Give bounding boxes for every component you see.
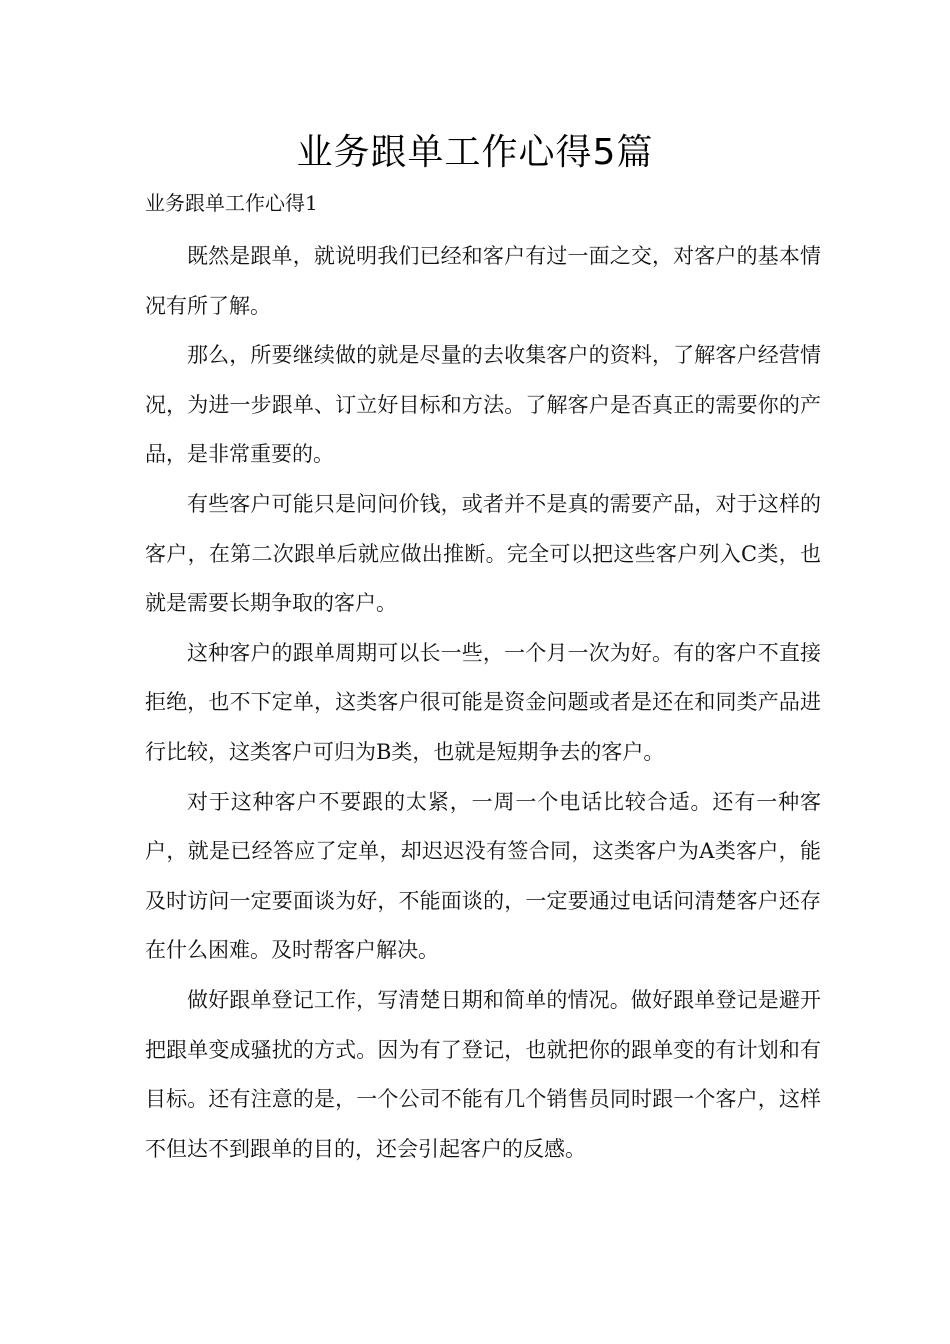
paragraph: 对于这种客户不要跟的太紧，一周一个电话比较合适。还有一种客户，就是已经答应了定单，却迟迟没有签合同，这类客户为A类客户，能及时访问一定要面谈为好，不能面谈的，一定要通过电话问清楚客户还存在什么困难。及时帮客户解决。: [145, 789, 821, 963]
paragraph: 既然是跟单，就说明我们已经和客户有过一面之交，对客户的基本情况有所了解。: [145, 244, 821, 318]
paragraph: 做好跟单登记工作，写清楚日期和简单的情况。做好跟单登记是避开把跟单变成骚扰的方式。因为有了登记，也就把你的跟单变的有计划和有目标。还有注意的是，一个公司不能有几个销售员同时跟一个客户，这样不但达不到跟单的目的，还会引起客户的反感。: [145, 987, 821, 1161]
paragraph: 这种客户的跟单周期可以长一些，一个月一次为好。有的客户不直接拒绝，也不下定单，这类客户很可能是资金问题或者是还在和同类产品进行比较，这类客户可归为B类，也就是短期争去的客户。: [145, 640, 821, 764]
section-heading: 业务跟单工作心得1: [145, 191, 318, 215]
paragraph: 有些客户可能只是问问价钱，或者并不是真的需要产品，对于这样的客户，在第二次跟单后就应做出推断。完全可以把这些客户列入C类，也就是需要长期争取的客户。: [145, 491, 821, 616]
document-title: 业务跟单工作心得5篇: [296, 132, 654, 173]
document-body: [145, 232, 821, 1174]
paragraph: 那么，所要继续做的就是尽量的去收集客户的资料，了解客户经营情况，为进一步跟单、订立好目标和方法。了解客户是否真正的需要你的产品，是非常重要的。: [145, 343, 821, 467]
